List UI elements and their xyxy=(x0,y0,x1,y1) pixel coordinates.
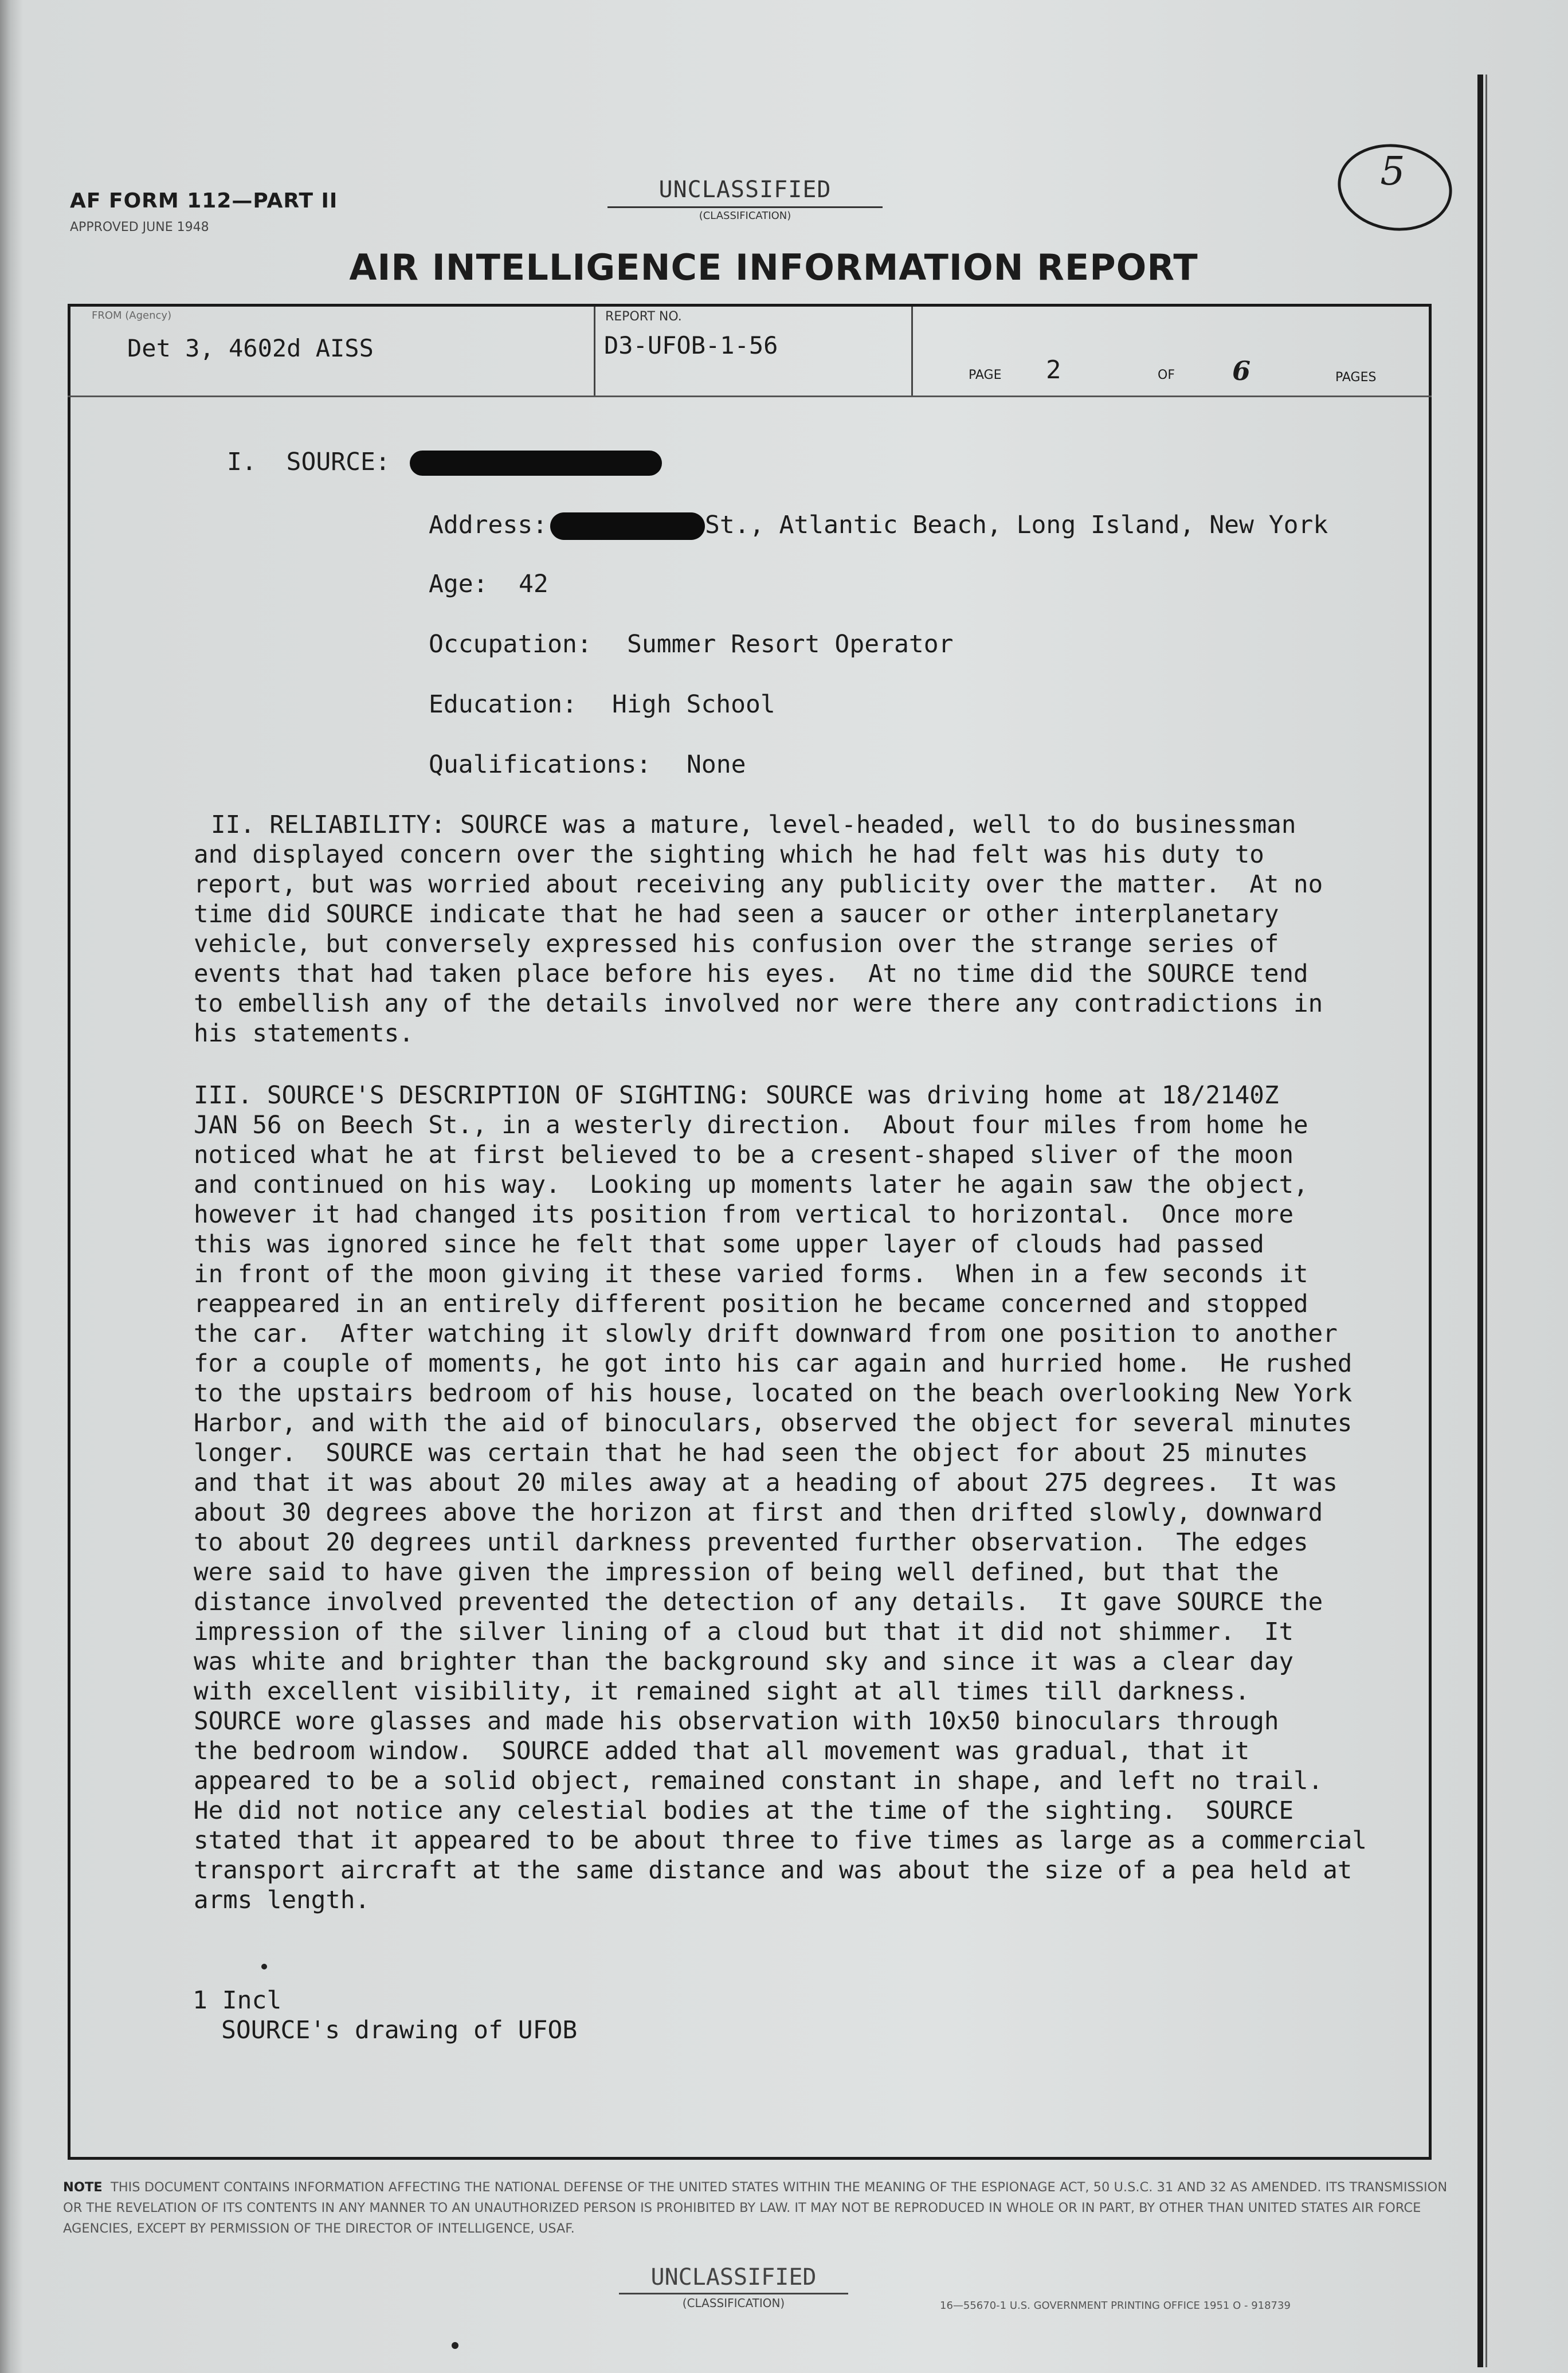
report-number: D3-UFOB-1-56 xyxy=(604,331,778,359)
classification-bottom: UNCLASSIFIED xyxy=(650,2264,817,2290)
paragraph-line: to the upstairs bedroom of his house, located on the beach overlooking New York xyxy=(194,1380,1353,1408)
age-value: 42 xyxy=(519,570,548,598)
paragraph-line: II. RELIABILITY: SOURCE was a mature, level-headed, well to do businessman xyxy=(211,811,1296,839)
ink-speck xyxy=(452,2342,458,2349)
header-column-divider xyxy=(594,307,595,395)
paragraph-line: stated that it appeared to be about three to five times as large as a commercial xyxy=(194,1827,1367,1855)
paragraph-line: the bedroom window. SOURCE added that all movement was gradual, that it xyxy=(194,1737,1250,1765)
page-number: 2 xyxy=(1046,355,1061,385)
enclosure-description: SOURCE's drawing of UFOB xyxy=(221,2016,578,2045)
paragraph-line: and that it was about 20 miles away at a heading of about 275 degrees. It was xyxy=(194,1469,1338,1497)
classification-top-caption: (CLASSIFICATION) xyxy=(699,210,791,222)
paragraph-line: the car. After watching it slowly drift downward from one position to another xyxy=(194,1320,1338,1348)
paragraph-line: events that had taken place before his eyes. At no time did the SOURCE tend xyxy=(194,960,1308,988)
form-approval: APPROVED JUNE 1948 xyxy=(70,220,209,234)
qualifications-value: None xyxy=(687,750,746,779)
note-text: THIS DOCUMENT CONTAINS INFORMATION AFFECTING THE NATIONAL DEFENSE OF THE UNITED STATES WITHIN THE MEANING OF THE ESPIONAGE ACT, 50 U.S.C. 31 AND 32 AS AMENDED. ITS TRANSMISSION OR THE REVELATION OF ITS CONTENTS IN ANY MANNER TO AN UNAUTHORIZED PERSON IS PROHIBITED BY LAW. IT MAY NOT BE REPRODUCED IN WHOLE OR IN PART, BY OTHER THAN UNITED STATES AIR FORCE AGENCIES, EXCEPT BY PERMISSION OF THE DIRECTOR OF INTELLIGENCE, USAF. xyxy=(63,2180,1448,2236)
form-id: AF FORM 112—PART II xyxy=(70,189,338,213)
of-label: OF xyxy=(1158,368,1175,382)
source-heading: I. SOURCE: xyxy=(227,448,390,476)
paragraph-line: appeared to be a solid object, remained constant in shape, and left no trail. xyxy=(194,1767,1323,1795)
classification-top-rule xyxy=(607,206,883,208)
paragraph-line: impression of the silver lining of a cloud but that it did not shimmer. It xyxy=(194,1618,1294,1646)
paragraph-line: longer. SOURCE was certain that he had seen the object for about 25 minutes xyxy=(194,1439,1308,1467)
paragraph-line: and displayed concern over the sighting which he had felt was his duty to xyxy=(194,841,1264,869)
occupation-label: Occupation: xyxy=(429,630,592,659)
report-title: AIR INTELLIGENCE INFORMATION REPORT xyxy=(349,246,1198,288)
occupation-value: Summer Resort Operator xyxy=(627,630,954,659)
qualifications-label: Qualifications: xyxy=(429,750,652,779)
classification-top: UNCLASSIFIED xyxy=(658,177,832,203)
paragraph-line: and continued on his way. Looking up moments later he again saw the object, xyxy=(194,1171,1308,1199)
address-value: St., Atlantic Beach, Long Island, New York xyxy=(705,511,1328,539)
total-pages: 6 xyxy=(1232,355,1251,386)
from-caption: FROM (Agency) xyxy=(92,310,172,322)
classification-bottom-caption: (CLASSIFICATION) xyxy=(682,2296,785,2310)
page-edge-shadow-thin xyxy=(1485,75,1487,2367)
header-divider xyxy=(68,395,1432,397)
paragraph-line: report, but was worried about receiving any publicity over the matter. At no xyxy=(194,871,1323,899)
paragraph-line: however it had changed its position from vertical to horizontal. Once more xyxy=(194,1201,1294,1229)
paragraph-line: about 30 degrees above the horizon at first and then drifted slowly, downward xyxy=(194,1499,1323,1527)
paragraph-line: reappeared in an entirely different position he became concerned and stopped xyxy=(194,1290,1308,1318)
paragraph-line: SOURCE wore glasses and made his observation with 10x50 binoculars through xyxy=(194,1708,1279,1736)
page-edge-shadow xyxy=(1477,75,1483,2367)
paragraph-line: distance involved prevented the detection of any details. It gave SOURCE the xyxy=(194,1588,1323,1616)
report-no-caption: REPORT NO. xyxy=(605,310,682,324)
ink-speck xyxy=(261,1964,267,1969)
age-label: Age: xyxy=(429,570,488,598)
paragraph-line: in front of the moon giving it these varied forms. When in a few seconds it xyxy=(194,1260,1308,1289)
redaction-source-name xyxy=(410,451,662,476)
classification-bottom-rule xyxy=(619,2293,848,2294)
espionage-note xyxy=(63,2177,1450,2239)
paragraph-line: III. SOURCE'S DESCRIPTION OF SIGHTING: SOURCE was driving home at 18/2140Z xyxy=(194,1082,1279,1110)
paragraph-line: were said to have given the impression of being well defined, but that the xyxy=(194,1558,1279,1587)
address-label: Address: xyxy=(429,511,548,539)
paragraph-line: vehicle, but conversely expressed his confusion over the strange series of xyxy=(194,930,1279,958)
enclosure-count: 1 Incl xyxy=(193,1986,282,2015)
page-label: PAGE xyxy=(969,368,1002,382)
education-value: High School xyxy=(612,690,775,719)
paragraph-line: time did SOURCE indicate that he had seen a saucer or other interplanetary xyxy=(194,900,1279,929)
paragraph-line: this was ignored since he felt that some upper layer of clouds had passed xyxy=(194,1231,1264,1259)
paragraph-line: He did not notice any celestial bodies at the time of the sighting. SOURCE xyxy=(194,1797,1294,1825)
page-stamp-number: 5 xyxy=(1380,149,1405,194)
paragraph-line: arms length. xyxy=(194,1886,370,1914)
paragraph-line: to about 20 degrees until darkness prevented further observation. The edges xyxy=(194,1529,1308,1557)
pages-label: PAGES xyxy=(1335,370,1377,385)
printing-office-line: 16—55670-1 U.S. GOVERNMENT PRINTING OFFICE 1951 O - 918739 xyxy=(940,2300,1291,2312)
paragraph-line: with excellent visibility, it remained sight at all times till darkness. xyxy=(194,1678,1250,1706)
from-agency: Det 3, 4602d AISS xyxy=(127,334,374,362)
note-label: NOTE xyxy=(63,2180,103,2195)
paragraph-line: transport aircraft at the same distance and was about the size of a pea held at xyxy=(194,1857,1353,1885)
paragraph-line: his statements. xyxy=(194,1020,414,1048)
paragraph-line: JAN 56 on Beech St., in a westerly direction. About four miles from home he xyxy=(194,1111,1308,1139)
paragraph-line: Harbor, and with the aid of binoculars, observed the object for several minutes xyxy=(194,1409,1353,1438)
header-column-divider xyxy=(911,307,913,395)
education-label: Education: xyxy=(429,690,577,719)
paragraph-line: was white and brighter than the background sky and since it was a clear day xyxy=(194,1648,1294,1676)
paragraph-line: to embellish any of the details involved nor were there any contradictions in xyxy=(194,990,1323,1018)
paragraph-line: noticed what he at first believed to be a cresent-shaped sliver of the moon xyxy=(194,1141,1294,1169)
paragraph-line: for a couple of moments, he got into his car again and hurried home. He rushed xyxy=(194,1350,1353,1378)
redaction-address xyxy=(550,512,705,540)
